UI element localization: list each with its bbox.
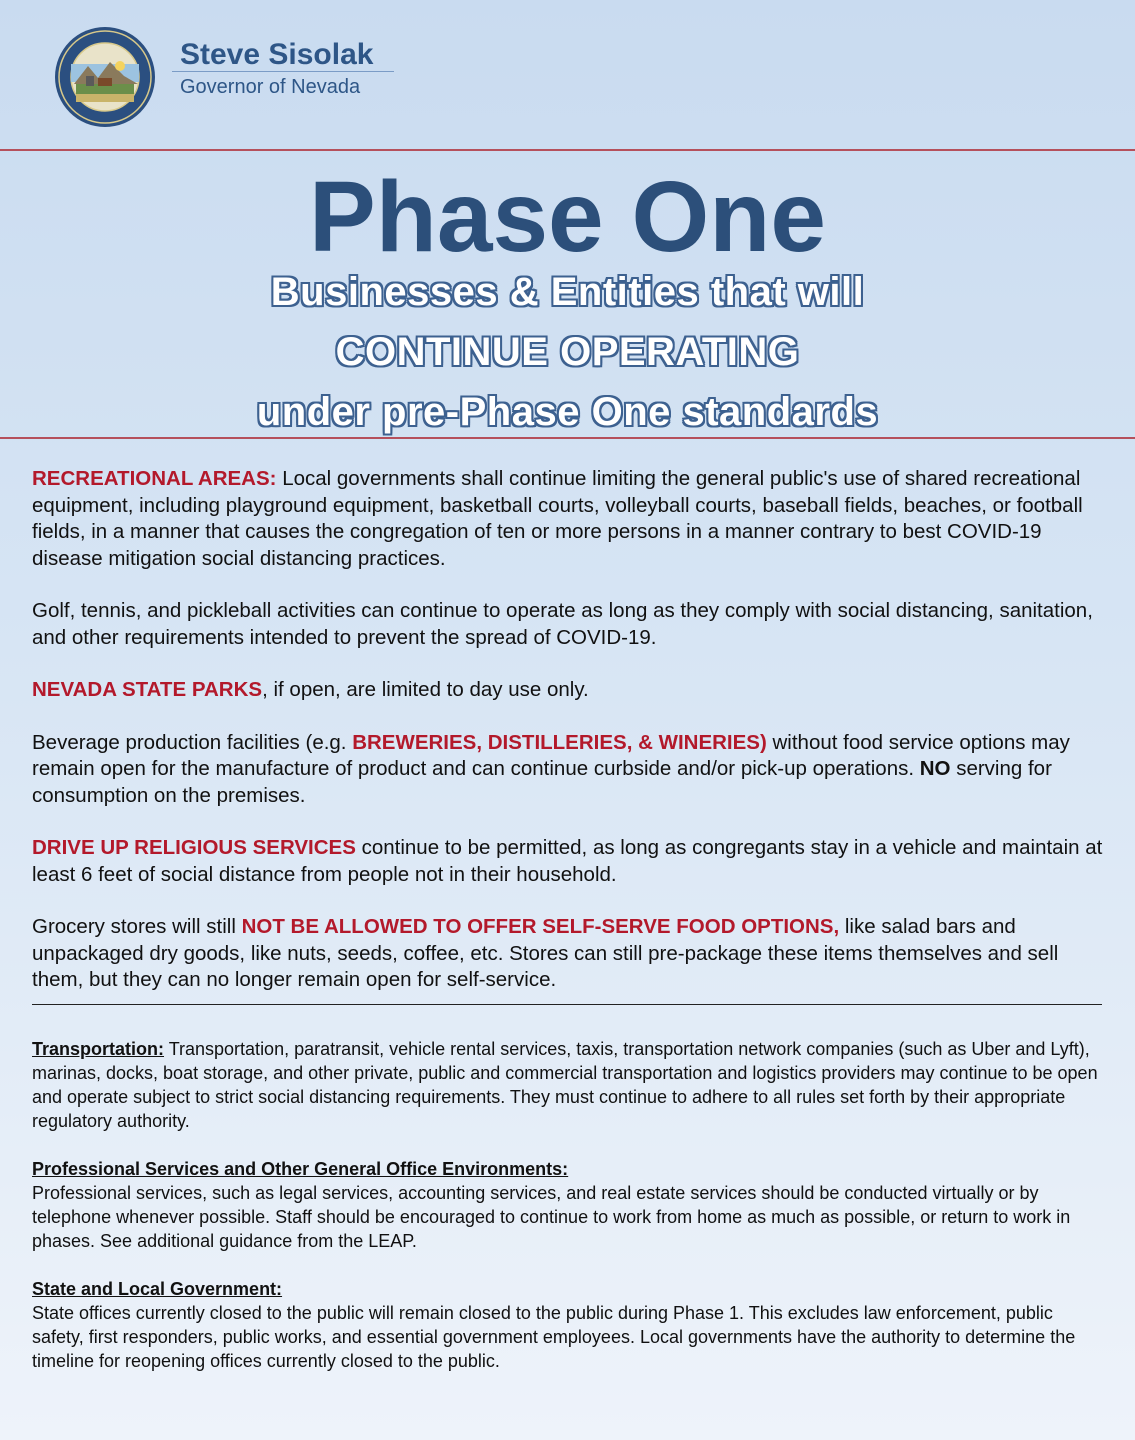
header-rule [172, 71, 394, 72]
government-text: State offices currently closed to the public will remain closed to the public during Phase 1. This excludes law enforcement, public safety, first responders, public works, and essential government employees. Local governments have the authority to determine the timeline for reopening offices currently closed to the public. [32, 1302, 1076, 1371]
religious-services-paragraph [32, 835, 1107, 888]
transportation-section [32, 1037, 1107, 1133]
main-content [32, 466, 1107, 1397]
nevada-state-seal-icon [54, 26, 156, 128]
section-divider [32, 1004, 1102, 1005]
grocery-text-pre: Grocery stores will still [32, 915, 242, 938]
state-parks-lead: NEVADA STATE PARKS [32, 678, 263, 701]
governor-name: Steve Sisolak [180, 38, 374, 71]
religious-services-text: continue to be permitted, as long as congregants stay in a vehicle and maintain at least 6 feet of social distance from people not in their household. [32, 836, 1103, 886]
grocery-paragraph [32, 914, 1107, 994]
recreational-areas-paragraph [32, 466, 1107, 572]
subtitle-line-3: under pre-Phase One standards [256, 390, 879, 434]
government-section [32, 1277, 1107, 1373]
professional-services-text: Professional services, such as legal services, accounting services, and real estate services should be conducted virtually or by telephone whenever possible. Staff should be encouraged to continue to work from home as much as possible, or return to work in phases. See additional guidance from the LEAP. [32, 1182, 1071, 1251]
grocery-text-post: like salad bars and unpackaged dry goods, like nuts, seeds, coffee, etc. Stores can still pre-package these items themselves and sell them, but they can no longer remain open for self-service. [32, 915, 1059, 991]
state-parks-text: , if open, are limited to day use only. [262, 678, 589, 701]
recreational-areas-lead: RECREATIONAL AREAS: [32, 467, 277, 490]
grocery-highlight: NOT BE ALLOWED TO OFFER SELF-SERVE FOOD OPTIONS, [241, 915, 840, 938]
top-divider [0, 149, 1135, 151]
golf-paragraph: Golf, tennis, and pickleball activities can continue to operate as long as they comply with social distancing, sanitation, and other requirements intended to prevent the spread of COVID-19. [32, 599, 1093, 649]
transportation-text: Transportation, paratransit, vehicle rental services, taxis, transportation network companies (such as Uber and Lyft), marinas, docks, boat storage, and other private, public and commercial transportation and logistics providers may continue to be open and operate subject to strict social distancing requirements. They must continue to adhere to all rules set forth by their appropriate regulatory authority. [32, 1038, 1098, 1131]
title-divider [0, 437, 1135, 439]
governor-title: Governor of Nevada [180, 76, 361, 98]
beverage-paragraph [32, 730, 1107, 810]
professional-services-heading: Professional Services and Other General Office Environments: [32, 1158, 569, 1179]
beverage-text-post: serving for consumption on the premises. [32, 757, 1052, 807]
transportation-heading: Transportation: [32, 1038, 165, 1059]
subtitle-line-2: CONTINUE OPERATING [335, 330, 800, 374]
subtitle-line-1: Businesses & Entities that will [270, 270, 865, 314]
letterhead [0, 0, 1135, 150]
religious-services-lead: DRIVE UP RELIGIOUS SERVICES [32, 836, 356, 859]
recreational-areas-text: Local governments shall continue limiting the general public's use of shared recreational equipment, including playground equipment, basketball courts, volleyball courts, baseball fields, beaches, or football fields, in a manner that causes the congregation of ten or more persons in a manner contrary to best COVID-19 disease mitigation social distancing practices. [32, 467, 1083, 570]
government-heading: State and Local Government: [32, 1278, 283, 1299]
beverage-text-mid: without food service options may remain open for the manufacture of product and can continue curbside and/or pick-up operations. [32, 730, 1070, 780]
professional-services-section [32, 1157, 1107, 1253]
page-title: Phase One [309, 161, 826, 273]
beverage-highlight: BREWERIES, DISTILLERIES, & WINERIES) [352, 730, 767, 754]
beverage-text-pre: Beverage production facilities (e.g. [32, 730, 353, 754]
beverage-no: NO [919, 757, 951, 780]
state-parks-paragraph [32, 677, 1107, 704]
